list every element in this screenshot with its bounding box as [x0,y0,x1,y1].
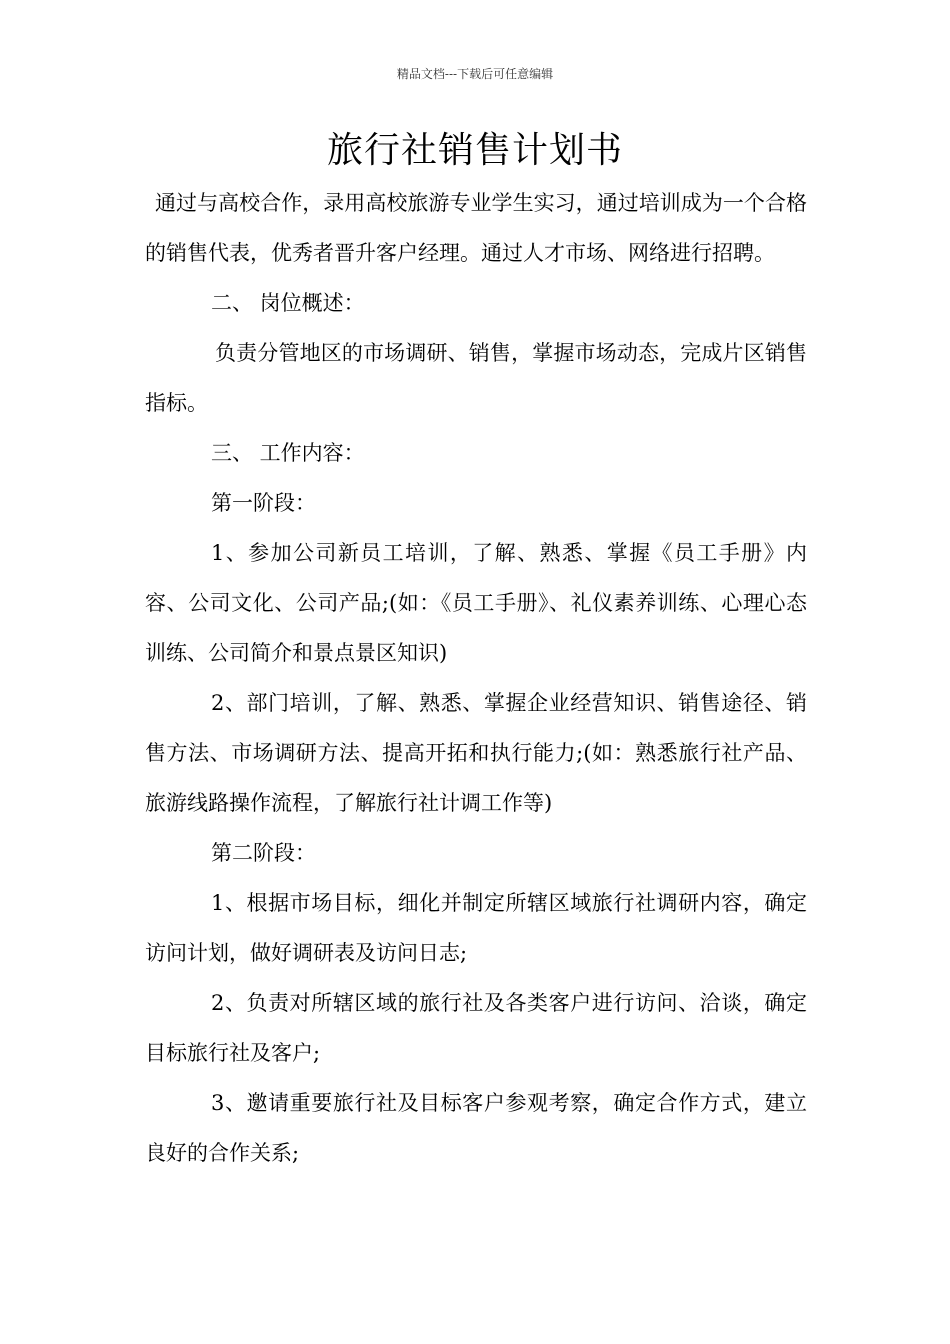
paragraph-intro: 通过与高校合作，录用高校旅游专业学生实习，通过培训成为一个合格的销售代表，优秀者晋升客户经理。通过人才市场、网络进行招聘。 [145,191,807,265]
document-body [145,178,807,1178]
list-item-stage2-3: 3、邀请重要旅行社及目标客户参观考察，确定合作方式，建立良好的合作关系; [145,1091,807,1165]
list-item-stage2-2: 2、负责对所辖区域的旅行社及各类客户进行访问、洽谈，确定目标旅行社及客户; [145,991,807,1065]
section-heading-work-content: 三、 工作内容： [211,441,365,465]
list-item-stage2-1: 1、根据市场目标，细化并制定所辖区域旅行社调研内容，确定访问计划，做好调研表及访问日志; [145,891,807,965]
section-heading-position-overview: 二、 岗位概述： [211,291,365,315]
stage-heading-first: 第一阶段： [211,491,316,515]
document-title: 旅行社销售计划书 [326,130,623,171]
paragraph-position-overview: 负责分管地区的市场调研、销售，掌握市场动态，完成片区销售指标。 [145,341,807,415]
stage-heading-second: 第二阶段： [211,841,316,865]
page-header: 精品文档---下载后可任意编辑 [396,67,554,81]
list-item-stage1-2: 2、部门培训，了解、熟悉、掌握企业经营知识、销售途径、销售方法、市场调研方法、提高开拓和执行能力;(如：熟悉旅行社产品、旅游线路操作流程，了解旅行社计调工作等) [145,691,807,815]
list-item-stage1-1: 1、参加公司新员工培训，了解、熟悉、掌握《员工手册》内容、公司文化、公司产品;(如：《员工手册》、礼仪素养训练、心理心态训练、公司简介和景点景区知识) [145,541,807,665]
